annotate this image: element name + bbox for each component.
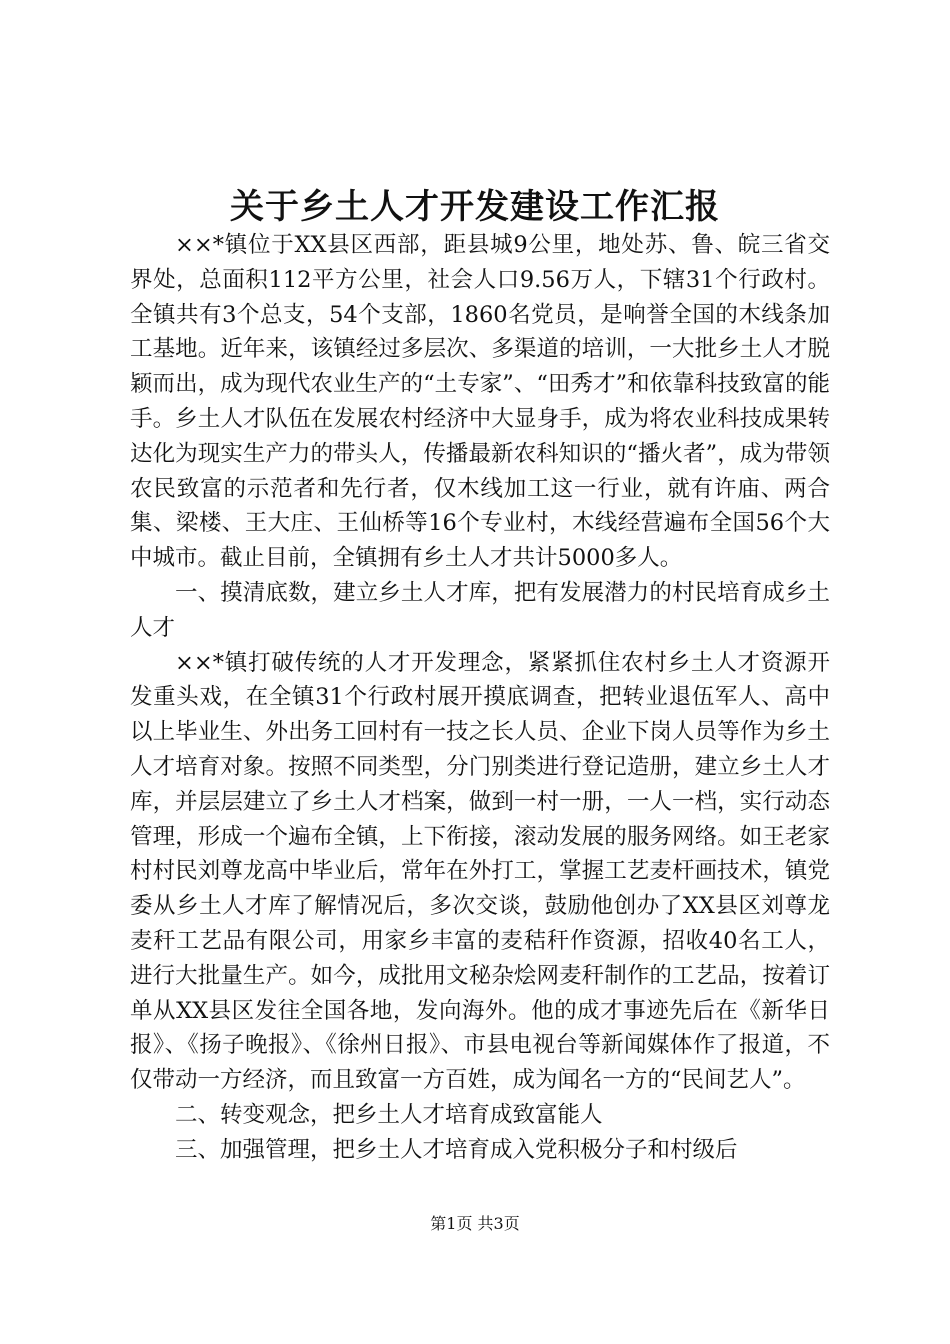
section-heading-2: 二、转变观念，把乡土人才培育成致富能人 — [175, 1101, 603, 1128]
page-title: 关于乡土人才开发建设工作汇报 — [230, 187, 720, 227]
paragraph-section-1: ××*镇打破传统的人才开发理念，紧紧抓住农村乡土人才资源开发重头戏，在全镇31个行政村展开摸底调查，把转业退伍军人、高中以上毕业生、外出务工回村有一技之长人员、企业下岗人员等作为乡土人才培育对象。按照不同类型，分门别类进行登记造册，建立乡土人才库，并层层建立了乡土人才档案，做到一村一册，一人一档，实行动态管理，形成一个遍布全镇，上下衔接，滚动发展的服务网络。如王老家村村民刘尊龙高中毕业后，常年在外打工，掌握工艺麦杆画技术，镇党委从乡土人才库了解情况后，多次交谈，鼓励他创办了XX县区刘尊龙麦秆工艺品有限公司，用家乡丰富的麦秸秆作资源，招收40名工人，进行大批量生产。如今，成批用文秘杂烩网麦秆制作的工艺品，按着订单从XX县区发往全国各地，发向海外。他的成才事迹先后在《新华日报》、《扬子晚报》、《徐州日报》、市县电视台等新闻媒体作了报道，不仅带动一方经济，而且致富一方百姓，成为闻名一方的“民间艺人”。 — [130, 649, 830, 1094]
paragraph-intro: ××*镇位于XX县区西部，距县城9公里，地处苏、鲁、皖三省交界处，总面积112平方公里，社会人口9.56万人，下辖31个行政村。全镇共有3个总支，54个支部，1860名党员，是响誉全国的木线条加工基地。近年来，该镇经过多层次、多渠道的培训，一大批乡土人才脱颖而出，成为现代农业生产的“土专家”、“田秀才”和依靠科技致富的能手。乡土人才队伍在发展农村经济中大显身手，成为将农业科技成果转达化为现实生产力的带头人，传播最新农科知识的“播火者”，成为带领农民致富的示范者和先行者，仅木线加工这一行业，就有许庙、两合集、梁楼、王大庄、王仙桥等16个专业村，木线经营遍布全国56个大中城市。截止目前，全镇拥有乡土人才共计5000多人。 — [130, 232, 830, 572]
section-heading-3: 三、加强管理，把乡土人才培育成入党积极分子和村级后 — [175, 1136, 738, 1163]
section-heading-1: 一、摸清底数，建立乡土人才库，把有发展潜力的村民培育成乡土人才 — [130, 579, 830, 641]
document-body — [130, 228, 830, 1168]
page-number: 第1页 共3页 — [430, 1214, 520, 1233]
